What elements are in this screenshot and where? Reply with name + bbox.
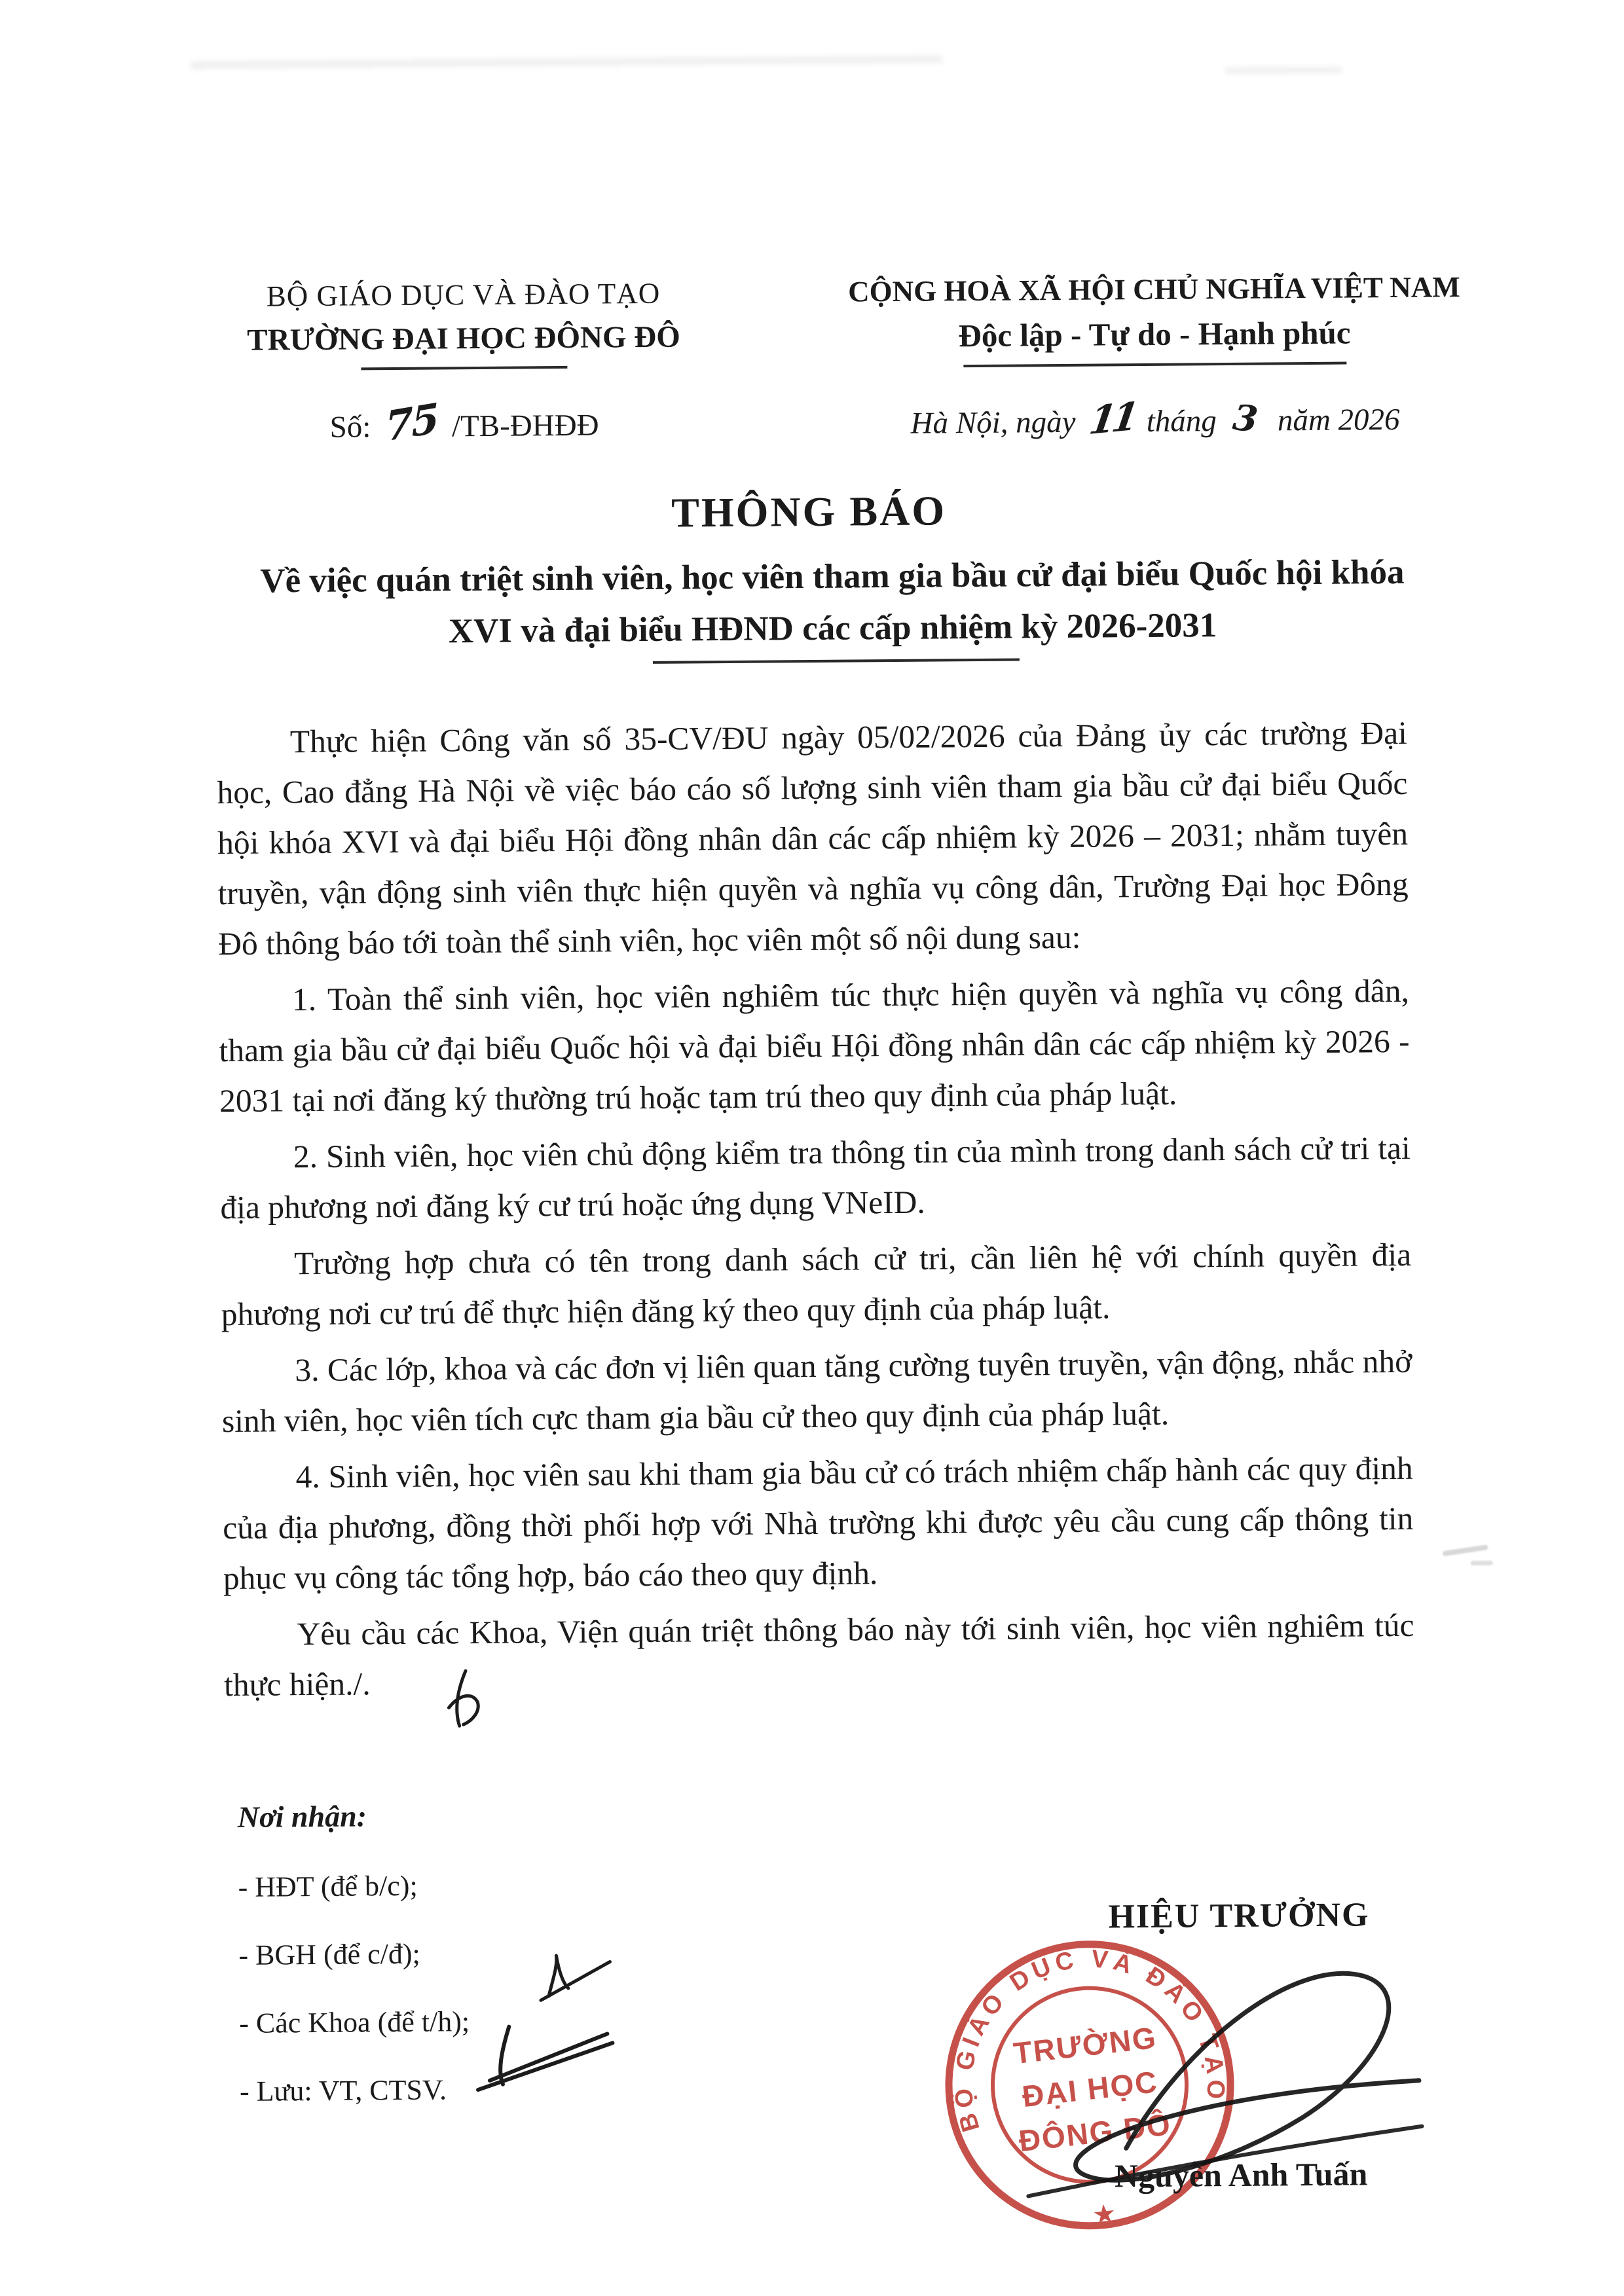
document-subject-line2: XVI và đại biểu HĐND các cấp nhiệm kỳ 2026-2031 <box>448 606 1217 651</box>
document-number-prefix: Số: <box>329 410 371 445</box>
place-date-line <box>824 393 1486 443</box>
signer-name: Nguyễn Anh Tuấn <box>1114 2155 1368 2195</box>
paragraph-item-4: 4. Sinh viên, học viên sau khi tham gia bầu cử có trách nhiệm chấp hành các quy định của địa phương, đồng thời phối hợp với Nhà trường khi được yêu cầu cung cấp thông tin phục vụ công tác tổng hợp, báo cáo theo quy định. <box>223 1449 1414 1597</box>
stamp-center-line2: ĐẠI HỌC <box>1020 2064 1160 2114</box>
scan-artifact <box>1471 1561 1493 1565</box>
scan-artifact <box>1225 67 1342 74</box>
ministry-name: BỘ GIÁO DỤC VÀ ĐÀO TẠO <box>266 276 661 313</box>
paragraph-item-3: 3. Các lớp, khoa và các đơn vị liên quan tăng cường tuyên truyền, vận động, nhắc nhở sinh viên, học viên tích cực tham gia bầu cử theo quy định của pháp luật. <box>221 1343 1412 1440</box>
date-suffix: năm 2026 <box>1277 402 1400 438</box>
recipients-block <box>238 1798 471 2107</box>
country-title: CỘNG HOÀ XÃ HỘI CHỦ NGHĨA VIỆT NAM <box>847 270 1460 308</box>
scan-artifact <box>190 55 943 69</box>
paragraph-item-1: 1. Toàn thể sinh viên, học viên nghiêm túc thực hiện quyền và nghĩa vụ công dân, tham gia bầu cử đại biểu Quốc hội và đại biểu Hội đồng nhân dân các cấp nhiệm kỳ 2026 - 2031 tại nơi đăng ký thường trú hoặc tạm trú theo quy định của pháp luật. <box>219 972 1410 1120</box>
stamp-ring-text: BỘ GIÁO DỤC VÀ ĐÀO TẠO <box>950 1945 1230 2135</box>
recipient-item: - Các Khoa (để t/h); <box>239 2005 470 2039</box>
document-title: THÔNG BÁO <box>671 487 947 536</box>
document-number-line <box>212 393 717 451</box>
issuing-authority-block <box>211 276 716 451</box>
header-left-rule <box>361 366 567 370</box>
document-number-suffix: /TB-ĐHĐĐ <box>451 408 599 444</box>
recipient-item: - HĐT (để b/c); <box>238 1869 418 1903</box>
motto: Độc lập - Tự do - Hạnh phúc <box>958 314 1351 354</box>
recipients-title: Nơi nhận: <box>237 1799 367 1834</box>
handwritten-tick-icon <box>528 1947 621 2013</box>
university-name: TRƯỜNG ĐẠI HỌC ĐÔNG ĐÔ <box>247 319 680 357</box>
date-month-handwritten: 3 <box>1230 395 1261 441</box>
scan-artifact <box>1442 1544 1488 1556</box>
date-day-handwritten: 11 <box>1086 393 1138 444</box>
paragraph-closing: Yêu cầu các Khoa, Viện quán triệt thông báo này tới sinh viên, học viên nghiêm túc thực hiện./. <box>223 1607 1414 1704</box>
date-mid: tháng <box>1146 404 1217 439</box>
handwritten-tick-icon <box>467 2013 625 2099</box>
stamp-center-line3: ĐÔNG ĐÔ <box>1017 2107 1173 2159</box>
recipient-item: - Lưu: VT, CTSV. <box>239 2073 447 2107</box>
header-right-rule <box>963 362 1346 368</box>
handwritten-initial-icon <box>438 1666 491 1738</box>
national-motto-block <box>823 270 1486 443</box>
subtitle-rule <box>653 658 1020 663</box>
paragraph-item-2: 2. Sinh viên, học viên chủ động kiểm tra thông tin của mình trong danh sách cử tri tại địa phương nơi đăng ký cư trú hoặc ứng dụng VNeID. <box>220 1129 1411 1226</box>
document-subject <box>194 546 1471 659</box>
document-body <box>217 708 1415 1716</box>
paragraph-intro: Thực hiện Công văn số 35-CV/ĐU ngày 05/02/2026 của Đảng ủy các trường Đại học, Cao đẳng Hà Nội về việc báo cáo số lượng sinh viên tham gia bầu cử đại biểu Quốc hội khóa XVI và đại biểu Hội đồng nhân dân các cấp nhiệm kỳ 2026 – 2031; nhằm tuyên truyền, vận động sinh viên thực hiện quyền và nghĩa vụ công dân, Trường Đại học Đông Đô thông báo tới toàn thể sinh viên, học viên một số nội dung sau: <box>217 714 1409 962</box>
date-prefix: Hà Nội, ngày <box>910 405 1076 441</box>
signer-position: HIỆU TRƯỞNG <box>1108 1896 1370 1936</box>
stamp-star-icon: ★ <box>1090 2198 1118 2231</box>
document-subject-line1: Về việc quán triệt sinh viên, học viên tham gia bầu cử đại biểu Quốc hội khóa <box>260 553 1405 600</box>
paragraph-item-2b: Trường hợp chưa có tên trong danh sách cử tri, cần liên hệ với chính quyền địa phương nơi cư trú để thực hiện đăng ký theo quy định của pháp luật. <box>221 1236 1412 1333</box>
stamp-center-line1: TRƯỜNG <box>1012 2020 1159 2071</box>
document-number-handwritten: 75 <box>384 393 438 451</box>
recipient-item: - BGH (để c/đ); <box>238 1937 420 1971</box>
